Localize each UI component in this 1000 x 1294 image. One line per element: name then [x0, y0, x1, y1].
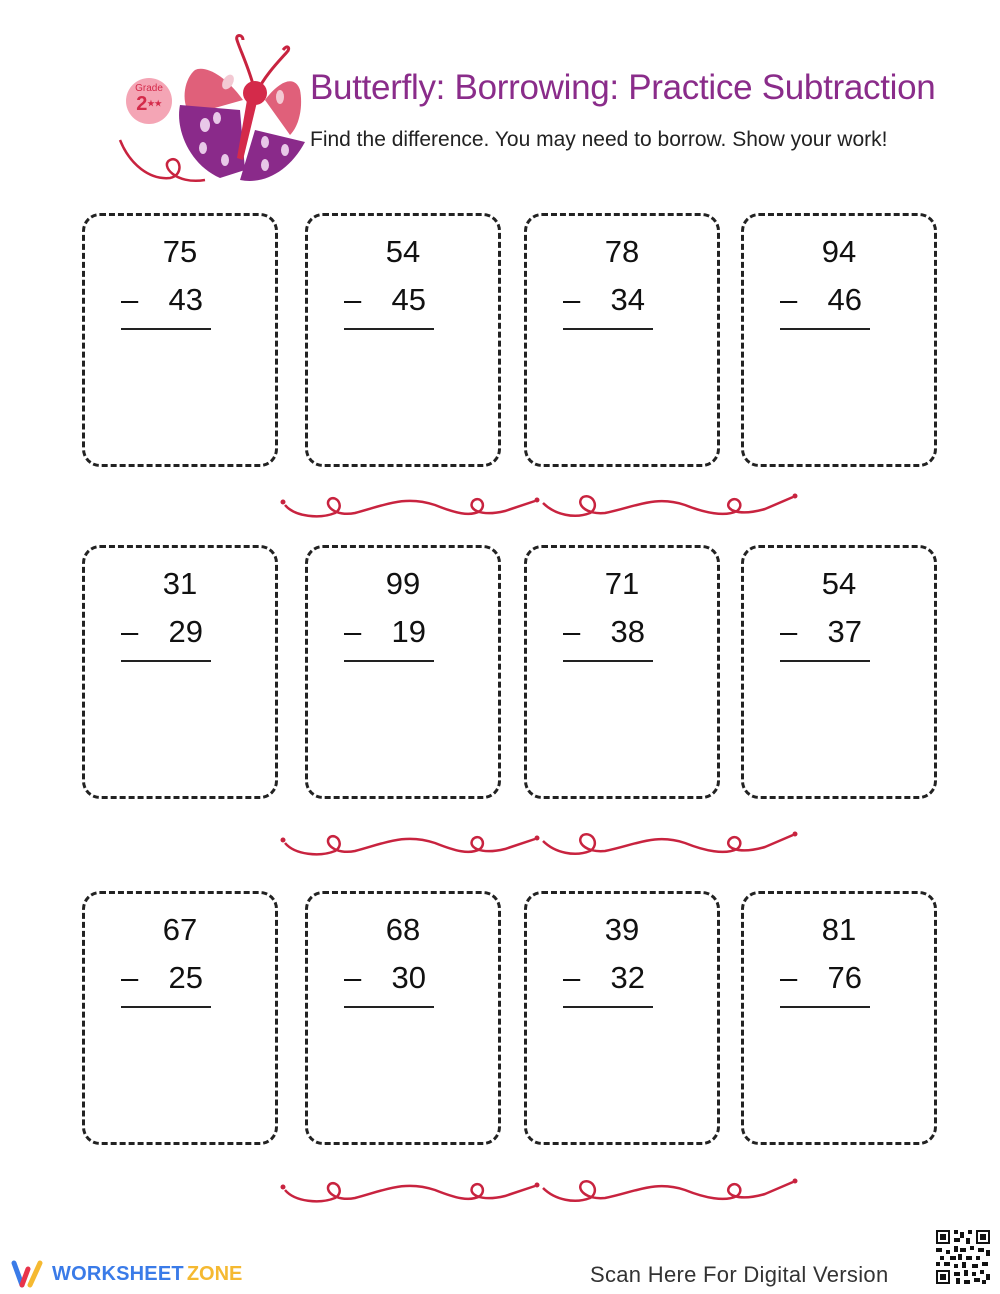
minus-sign: – — [563, 282, 581, 317]
minus-sign: – — [121, 282, 139, 317]
minuend: 54 — [821, 566, 857, 601]
scan-prompt: Scan Here For Digital Version — [590, 1262, 889, 1287]
minuend: 67 — [162, 912, 198, 947]
problem-box[interactable] — [82, 213, 278, 467]
answer-line — [563, 660, 653, 662]
subtrahend: 38 — [610, 614, 645, 649]
subtrahend: 34 — [610, 282, 645, 317]
brand-name-zone: ZONE — [186, 1262, 243, 1285]
instructions: Find the difference. You may need to borrow. Show your work! — [310, 128, 888, 151]
brand-logo[interactable] — [10, 1258, 242, 1290]
problem-box[interactable] — [82, 545, 278, 799]
answer-line — [344, 328, 434, 330]
subtrahend: 37 — [827, 614, 862, 649]
minuend: 54 — [385, 234, 421, 269]
problem-box[interactable] — [524, 891, 720, 1145]
minus-sign: – — [563, 614, 581, 649]
minus-sign: – — [780, 960, 798, 995]
minuend: 94 — [821, 234, 857, 269]
minuend: 81 — [821, 912, 857, 947]
answer-line — [780, 1006, 870, 1008]
ribbon-divider — [275, 823, 805, 863]
subtrahend: 25 — [168, 960, 203, 995]
answer-line — [780, 660, 870, 662]
minuend: 68 — [385, 912, 421, 947]
answer-line — [121, 660, 211, 662]
minus-sign: – — [344, 614, 362, 649]
star-icon: ★★ — [147, 99, 162, 108]
problem-box[interactable] — [524, 213, 720, 467]
problem-box[interactable] — [305, 891, 501, 1145]
subtrahend: 43 — [168, 282, 203, 317]
subtrahend: 19 — [391, 614, 426, 649]
ribbon-divider — [275, 1170, 805, 1210]
answer-line — [563, 1006, 653, 1008]
minus-sign: – — [344, 282, 362, 317]
answer-line — [121, 1006, 211, 1008]
answer-line — [121, 328, 211, 330]
answer-line — [780, 328, 870, 330]
minus-sign: – — [121, 960, 139, 995]
minuend: 78 — [604, 234, 640, 269]
grade-badge — [126, 78, 172, 124]
problem-box[interactable] — [305, 213, 501, 467]
minus-sign: – — [563, 960, 581, 995]
subtrahend: 29 — [168, 614, 203, 649]
subtrahend: 32 — [610, 960, 645, 995]
minus-sign: – — [780, 614, 798, 649]
minuend: 99 — [385, 566, 421, 601]
worksheetzone-logo-icon — [10, 1259, 46, 1289]
problem-box[interactable] — [741, 891, 937, 1145]
qr-code-icon[interactable] — [934, 1228, 992, 1286]
subtrahend: 30 — [391, 960, 426, 995]
page-title: Butterfly: Borrowing: Practice Subtraction — [310, 68, 936, 107]
worksheet-header — [0, 0, 1000, 200]
answer-line — [563, 328, 653, 330]
answer-line — [344, 660, 434, 662]
problem-box[interactable] — [741, 213, 937, 467]
minus-sign: – — [121, 614, 139, 649]
minuend: 75 — [162, 234, 198, 269]
subtrahend: 45 — [391, 282, 426, 317]
problem-box[interactable] — [82, 891, 278, 1145]
minus-sign: – — [344, 960, 362, 995]
brand-name-worksheet: WORKSHEET — [52, 1262, 184, 1285]
problem-box[interactable] — [305, 545, 501, 799]
problem-box[interactable] — [524, 545, 720, 799]
grade-label: Grade — [135, 83, 163, 94]
minuend: 39 — [604, 912, 640, 947]
minus-sign: – — [780, 282, 798, 317]
minuend: 71 — [604, 566, 640, 601]
subtrahend: 46 — [827, 282, 862, 317]
subtrahend: 76 — [827, 960, 862, 995]
grade-number: 2★★ — [136, 93, 162, 115]
ribbon-divider — [275, 485, 805, 525]
problem-box[interactable] — [741, 545, 937, 799]
minuend: 31 — [162, 566, 198, 601]
answer-line — [344, 1006, 434, 1008]
